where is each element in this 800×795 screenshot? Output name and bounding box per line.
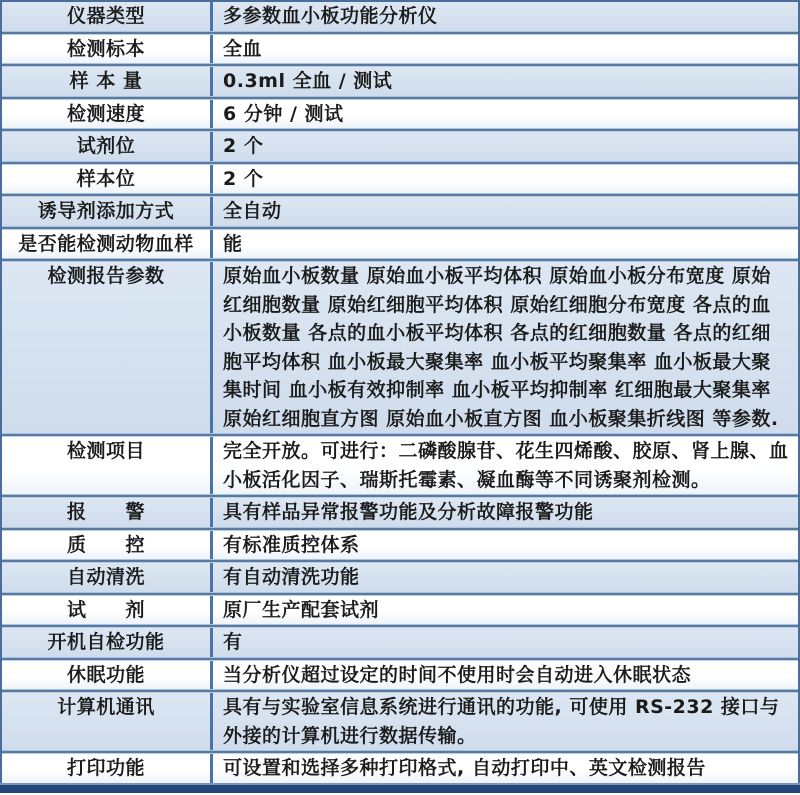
row-value: 当分析仪超过设定的时间不使用时会自动进入休眠状态	[223, 663, 692, 686]
table-row	[2, 230, 798, 259]
table-row	[2, 67, 798, 96]
row-label: 试剂位	[2, 132, 213, 161]
row-label: 检测速度	[2, 100, 213, 129]
row-value: 完全开放。可进行：二磷酸腺苷、花生四烯酸、胶原、肾上腺、血小板活化因子、瑞斯托霉素、凝血酶等不同诱聚剂检测。	[223, 440, 789, 491]
table-row	[2, 531, 798, 560]
table-row	[2, 2, 798, 31]
row-label: 样本位	[2, 165, 213, 194]
table-row	[2, 35, 798, 64]
row-value: 6 分钟 / 测试	[223, 102, 344, 125]
row-label: 打印功能	[2, 754, 213, 783]
row-value: 全自动	[223, 200, 282, 222]
row-value: 具有样品异常报警功能及分析故障报警功能	[223, 501, 594, 523]
row-label: 检测项目	[2, 437, 213, 494]
row-value: 2 个	[223, 135, 264, 157]
table-row	[2, 563, 798, 592]
row-label: 开机自检功能	[2, 628, 213, 657]
row-label: 诱导剂添加方式	[2, 197, 213, 226]
row-value: 原厂生产配套试剂	[223, 598, 380, 621]
table-row	[2, 628, 798, 657]
table-row	[2, 661, 798, 690]
row-value: 有标准质控体系	[223, 533, 360, 556]
row-label: 检测报告参数	[2, 262, 213, 433]
table-row	[2, 437, 798, 494]
row-label: 计算机通讯	[2, 693, 213, 750]
row-label: 检测标本	[2, 35, 213, 64]
table-row	[2, 197, 798, 226]
row-label: 试 剂	[2, 596, 213, 625]
bottom-bar	[0, 783, 800, 793]
row-value: 0.3ml 全血 / 测试	[223, 70, 393, 92]
table-row	[2, 165, 798, 194]
table-row	[2, 498, 798, 527]
table-row	[2, 596, 798, 625]
row-value: 可设置和选择多种打印格式, 自动打印中、英文检测报告	[223, 757, 706, 779]
row-value: 原始血小板数量 原始血小板平均体积 原始血小板分布宽度 原始红细胞数量 原始红细胞平均体积 原始红细胞分布宽度 各点的血小板数量 各点的血小板平均体积 各点的红细胞数量 各点的红细胞平均体积 血小板最大聚集率 血小板平均聚集率 血小板最大聚集时间 血小板有效抑制率 血小板平均抑制率 红细胞最大聚集率 原始红细胞直方图 原始血小板直方图 血小板聚集折线图 等参数.	[223, 265, 779, 430]
row-label: 休眠功能	[2, 661, 213, 690]
row-label: 质 控	[2, 531, 213, 560]
row-value: 有自动清洗功能	[223, 566, 360, 588]
table-row	[2, 100, 798, 129]
row-value: 全血	[223, 37, 263, 60]
row-label: 报 警	[2, 498, 213, 527]
row-value: 多参数血小板功能分析仪	[223, 5, 438, 27]
row-value: 有	[223, 631, 243, 653]
row-label: 是否能检测动物血样	[2, 230, 213, 259]
table-row	[2, 262, 798, 433]
row-label: 自动清洗	[2, 563, 213, 592]
row-value: 具有与实验室信息系统进行通讯的功能, 可使用 RS-232 接口与外接的计算机进行数据传输。	[223, 696, 780, 747]
row-label: 仪器类型	[2, 2, 213, 31]
row-value: 能	[223, 232, 243, 255]
table-row	[2, 693, 798, 750]
row-value: 2 个	[223, 167, 264, 190]
table-row	[2, 754, 798, 783]
table-row	[2, 132, 798, 161]
row-label: 样 本 量	[2, 67, 213, 96]
